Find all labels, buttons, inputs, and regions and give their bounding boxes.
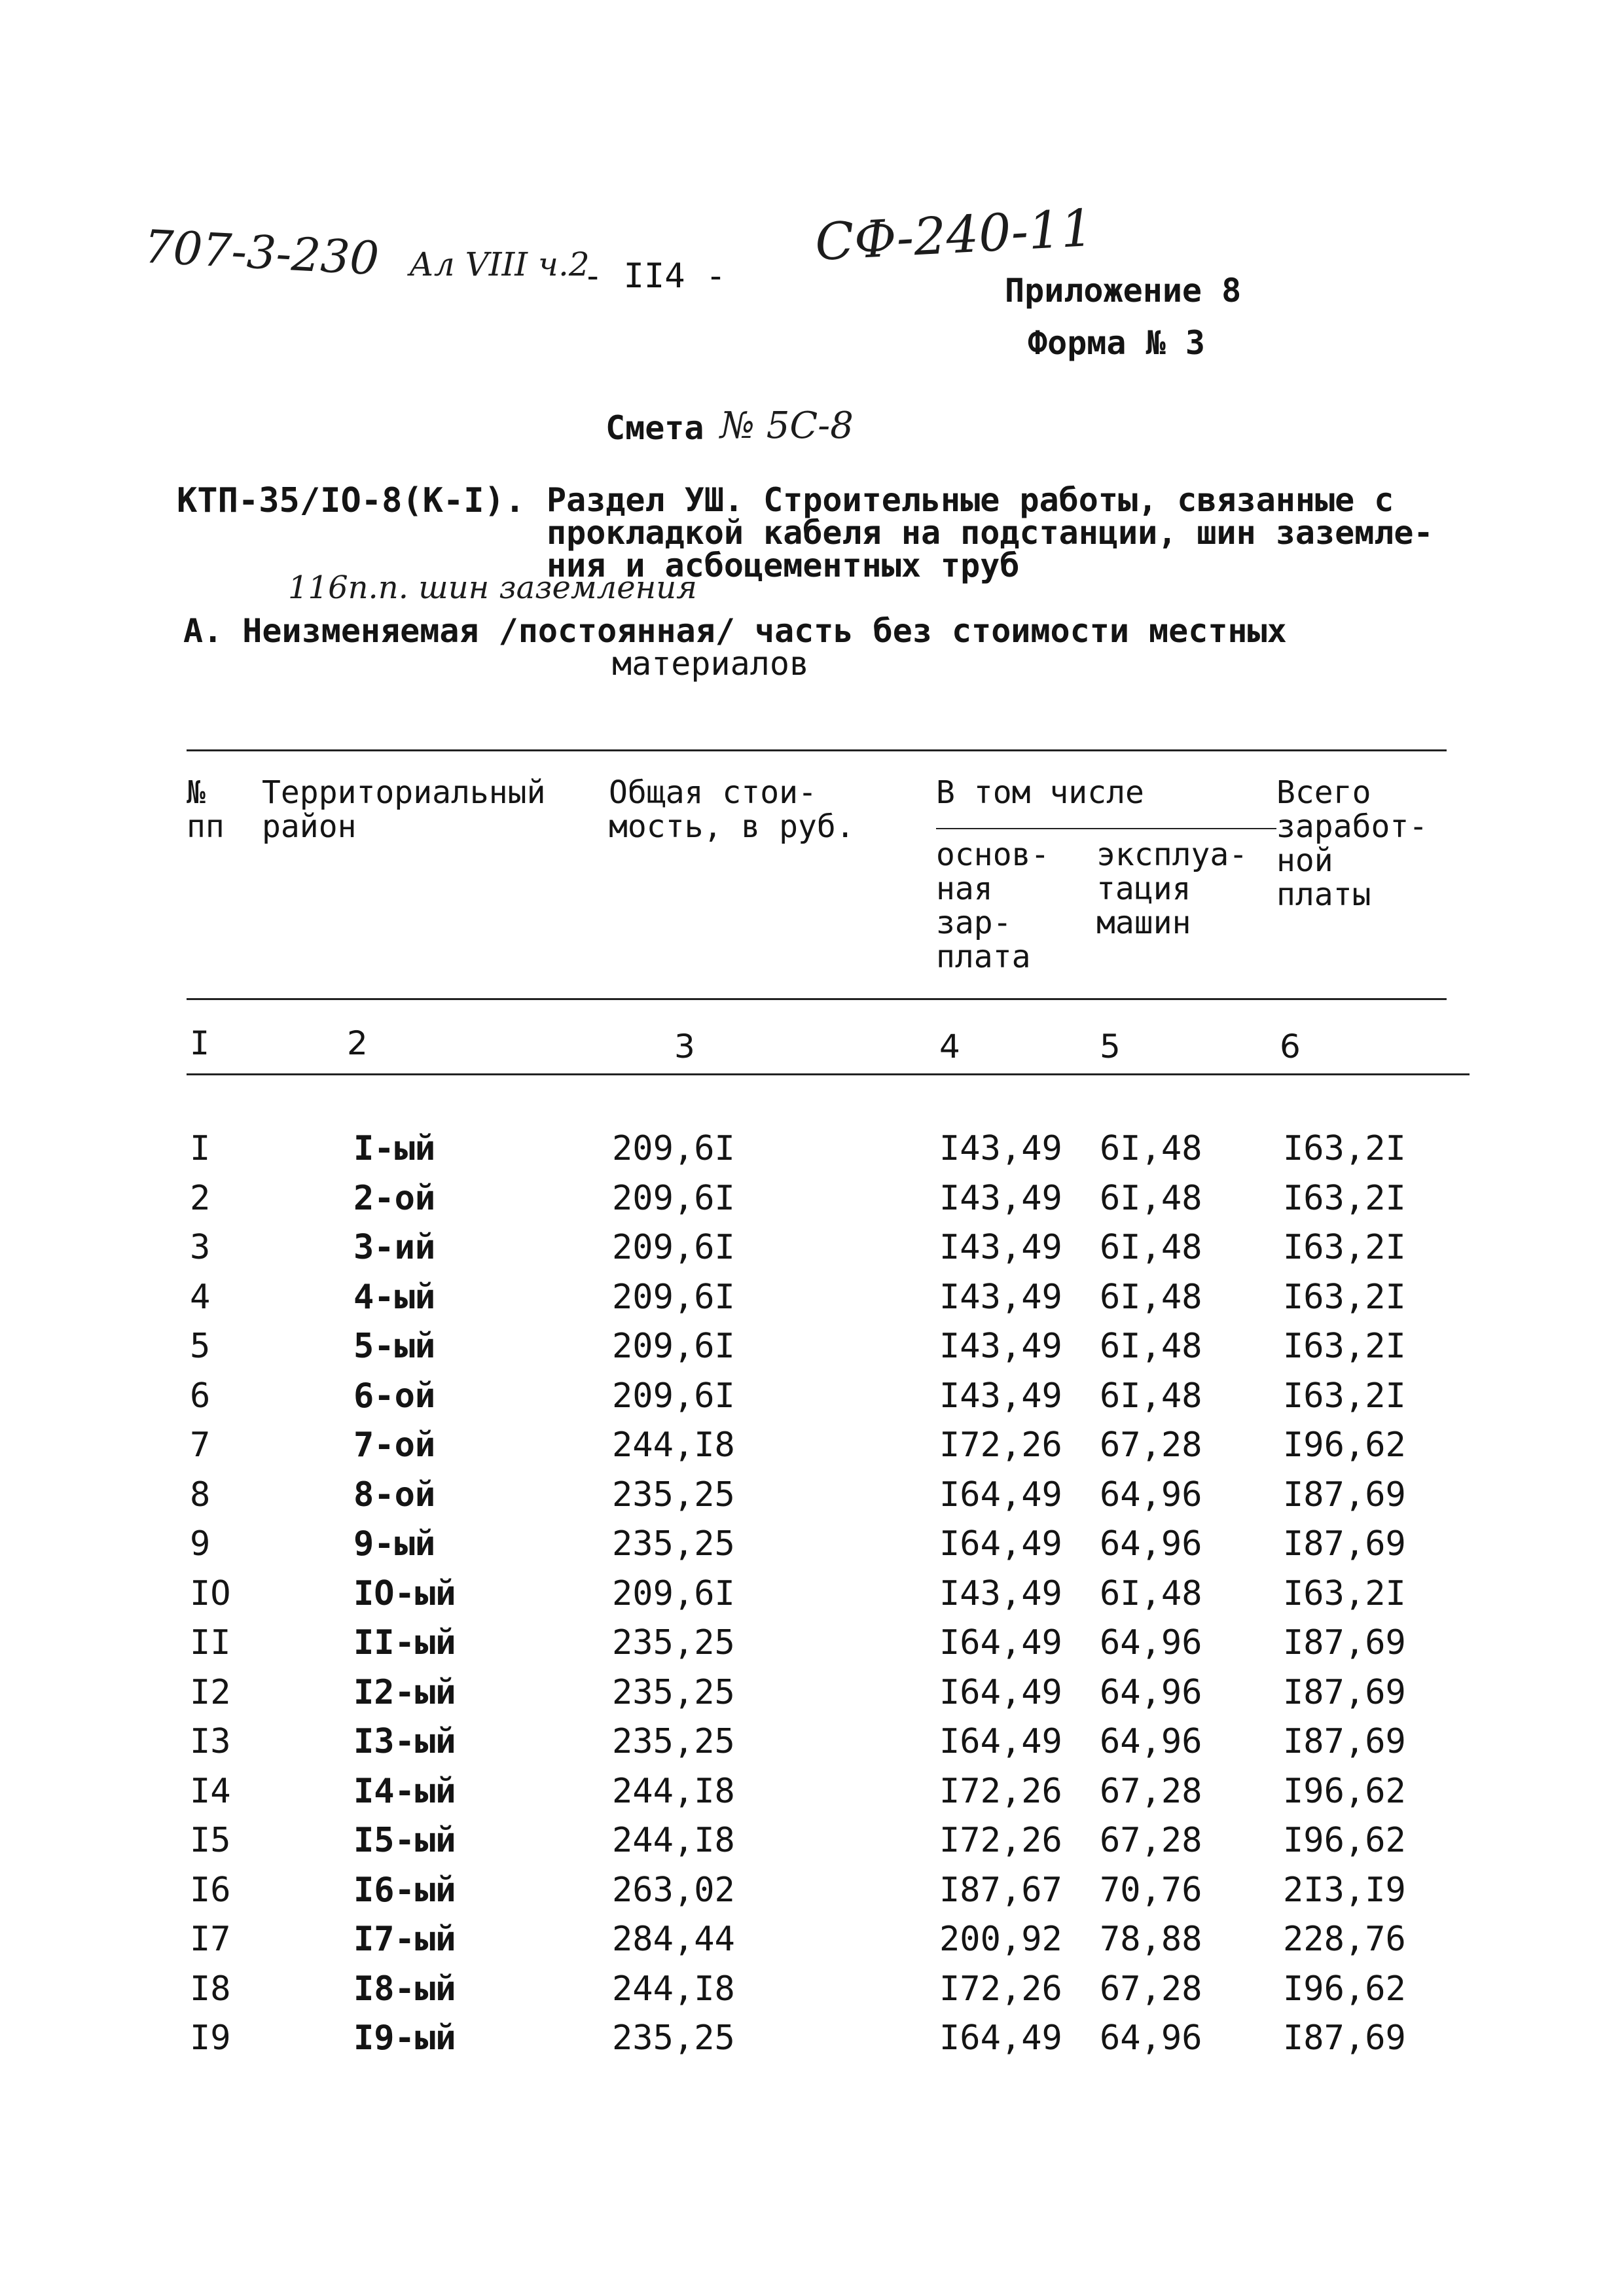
cell-region: 5-ый [353,1327,436,1366]
cell-total-cost: 244,I8 [612,1772,735,1811]
col-header-total-cost: Общая стои- мость, в руб. [609,774,855,845]
column-number: 3 [674,1028,695,1066]
cell-row-number: I [190,1129,211,1168]
cell-region: I9-ый [353,2018,456,2058]
cell-base-salary: I43,49 [939,1278,1062,1317]
cell-row-number: 4 [190,1278,211,1317]
cell-total-salary: I63,2I [1283,1376,1406,1416]
col-header-machine-operation: эксплуа- тация машин [1096,836,1248,941]
cell-total-salary: I87,69 [1283,2018,1406,2058]
col-header-number: № пп [187,774,225,845]
cell-total-salary: I96,62 [1283,1426,1406,1465]
cell-region: I2-ый [353,1673,456,1712]
cell-region: IO-ый [353,1574,456,1613]
cell-total-salary: 2I3,I9 [1283,1871,1406,1910]
cell-row-number: I2 [190,1673,231,1712]
cell-total-cost: 284,44 [612,1920,735,1959]
cell-machine-operation: 64,96 [1100,1524,1202,1564]
cell-total-cost: 209,6I [612,1129,735,1168]
cell-row-number: 6 [190,1376,211,1416]
cell-total-salary: I63,2I [1283,1129,1406,1168]
group-divider-rule [936,828,1276,829]
cell-row-number: 8 [190,1475,211,1515]
cell-base-salary: 200,92 [939,1920,1062,1959]
table-row [0,1722,1624,1768]
cell-total-cost: 235,25 [612,2018,735,2058]
cell-total-cost: 235,25 [612,1475,735,1515]
table-top-rule [187,749,1447,751]
cell-total-salary: I87,69 [1283,1475,1406,1515]
cell-machine-operation: 78,88 [1100,1920,1202,1959]
cell-total-cost: 209,6I [612,1574,735,1613]
project-code: КТП-35/IO-8(К-I). [177,481,526,520]
cell-base-salary: I64,49 [939,1524,1062,1564]
part-a-line-2: материалов [612,645,810,683]
cell-machine-operation: 64,96 [1100,1623,1202,1662]
cell-total-salary: I87,69 [1283,1722,1406,1761]
cell-total-cost: 235,25 [612,1623,735,1662]
cell-machine-operation: 70,76 [1100,1871,1202,1910]
cell-row-number: I4 [190,1772,231,1811]
cell-base-salary: I72,26 [939,1969,1062,2009]
cell-machine-operation: 6I,48 [1100,1179,1202,1218]
table-row [0,1772,1624,1818]
cell-total-cost: 263,02 [612,1871,735,1910]
cell-machine-operation: 6I,48 [1100,1278,1202,1317]
cell-region: I6-ый [353,1871,456,1910]
column-number: I [190,1024,210,1062]
cell-total-cost: 244,I8 [612,1821,735,1860]
header-bottom-rule [187,998,1447,1000]
handwritten-estimate-no: № 5С-8 [720,404,854,447]
cell-base-salary: I43,49 [939,1574,1062,1613]
cell-machine-operation: 67,28 [1100,1821,1202,1860]
cell-machine-operation: 6I,48 [1100,1129,1202,1168]
cell-base-salary: I43,49 [939,1179,1062,1218]
cell-total-cost: 244,I8 [612,1426,735,1465]
col-header-group: В том числе [936,774,1144,811]
cell-row-number: 9 [190,1524,211,1564]
cell-row-number: I3 [190,1722,231,1761]
table-row [0,1969,1624,2015]
cell-total-salary: I87,69 [1283,1623,1406,1662]
cell-region: I3-ый [353,1722,456,1761]
estimate-label: Смета [605,409,704,447]
handwritten-note: 116п.п. шин заземления [288,569,697,606]
cell-base-salary: I64,49 [939,1623,1062,1662]
cell-total-salary: I63,2I [1283,1179,1406,1218]
cell-region: 6-ой [353,1376,436,1416]
cell-machine-operation: 6I,48 [1100,1327,1202,1366]
handwritten-album: Ал VIII ч.2 [409,245,590,283]
cell-total-cost: 209,6I [612,1179,735,1218]
cell-region: 9-ый [353,1524,436,1564]
cell-machine-operation: 6I,48 [1100,1228,1202,1267]
cell-total-salary: I96,62 [1283,1772,1406,1811]
appendix-label: Приложение 8 [1005,272,1242,310]
cell-region: I5-ый [353,1821,456,1860]
table-row [0,1278,1624,1323]
cell-region: 7-ой [353,1426,436,1465]
cell-total-salary: I63,2I [1283,1278,1406,1317]
cell-machine-operation: 64,96 [1100,1722,1202,1761]
column-number: 5 [1100,1028,1121,1066]
cell-total-salary: I96,62 [1283,1821,1406,1860]
cell-base-salary: I43,49 [939,1327,1062,1366]
cell-machine-operation: 64,96 [1100,1475,1202,1515]
cell-base-salary: I64,49 [939,1475,1062,1515]
cell-region: I7-ый [353,1920,456,1959]
column-numbers-rule [187,1073,1470,1075]
cell-total-salary: I96,62 [1283,1969,1406,2009]
cell-total-cost: 235,25 [612,1524,735,1564]
cell-total-cost: 209,6I [612,1376,735,1416]
cell-region: I4-ый [353,1772,456,1811]
table-row [0,1920,1624,1965]
cell-total-cost: 235,25 [612,1673,735,1712]
column-number: 6 [1280,1028,1301,1066]
col-header-total-salary: Всего заработ- ной платы [1276,774,1428,913]
table-row [0,1524,1624,1570]
table-row [0,1426,1624,1471]
cell-total-salary: I87,69 [1283,1524,1406,1564]
cell-row-number: I7 [190,1920,231,1959]
cell-machine-operation: 6I,48 [1100,1574,1202,1613]
cell-row-number: 5 [190,1327,211,1366]
cell-base-salary: I64,49 [939,2018,1062,2058]
cell-row-number: 7 [190,1426,211,1465]
cell-row-number: II [190,1623,231,1662]
table-row [0,1821,1624,1867]
cell-region: I-ый [353,1129,436,1168]
cell-total-cost: 209,6I [612,1228,735,1267]
table-row [0,1623,1624,1669]
cell-region: 2-ой [353,1179,436,1218]
cell-region: 3-ий [353,1228,436,1267]
section-line-2: прокладкой кабеля на подстанции, шин заземле- [547,514,1434,552]
section-line-1: Раздел УШ. Строительные работы, связанные с [547,481,1394,519]
cell-total-salary: I63,2I [1283,1574,1406,1613]
col-header-region: Территориальный район [262,774,546,845]
cell-row-number: 2 [190,1179,211,1218]
cell-row-number: IO [190,1574,231,1613]
column-number: 2 [347,1024,368,1062]
part-a-line-1: А. Неизменяемая /постоянная/ часть без стоимости местных [183,612,1287,650]
cell-base-salary: I43,49 [939,1228,1062,1267]
cell-machine-operation: 6I,48 [1100,1376,1202,1416]
column-number: 4 [939,1028,960,1066]
cell-row-number: I5 [190,1821,231,1860]
handwritten-doc-code: 707-3-230 [143,219,380,286]
table-row [0,1327,1624,1372]
table-row [0,1673,1624,1719]
cell-base-salary: I64,49 [939,1673,1062,1712]
cell-row-number: I8 [190,1969,231,2009]
table-row [0,1228,1624,1274]
cell-region: II-ый [353,1623,456,1662]
table-row [0,1129,1624,1175]
cell-total-cost: 244,I8 [612,1969,735,2009]
cell-total-salary: I63,2I [1283,1228,1406,1267]
cell-machine-operation: 67,28 [1100,1426,1202,1465]
cell-region: 4-ый [353,1278,436,1317]
cell-base-salary: I72,26 [939,1772,1062,1811]
form-label: Форма № 3 [1028,324,1205,362]
cell-row-number: I6 [190,1871,231,1910]
cell-base-salary: I87,67 [939,1871,1062,1910]
cell-base-salary: I72,26 [939,1821,1062,1860]
table-row [0,1179,1624,1225]
table-row [0,1376,1624,1422]
cell-machine-operation: 64,96 [1100,2018,1202,2058]
cell-row-number: 3 [190,1228,211,1267]
cell-base-salary: I43,49 [939,1129,1062,1168]
cell-base-salary: I43,49 [939,1376,1062,1416]
cell-region: I8-ый [353,1969,456,2009]
cell-total-salary: I87,69 [1283,1673,1406,1712]
table-row [0,1871,1624,1916]
col-header-base-salary: основ- ная зар- плата [936,836,1050,975]
table-row [0,1475,1624,1521]
cell-base-salary: I72,26 [939,1426,1062,1465]
cell-total-cost: 209,6I [612,1278,735,1317]
cell-region: 8-ой [353,1475,436,1515]
handwritten-sheet-code: СФ-240-11 [813,198,1095,273]
cell-total-salary: I63,2I [1283,1327,1406,1366]
cell-total-cost: 209,6I [612,1327,735,1366]
section-line-3: ния и асбоцементных труб [547,547,1020,584]
page-number: - II4 - [583,257,727,296]
table-row [0,1574,1624,1620]
cell-base-salary: I64,49 [939,1722,1062,1761]
cell-machine-operation: 67,28 [1100,1772,1202,1811]
cell-row-number: I9 [190,2018,231,2058]
cell-machine-operation: 64,96 [1100,1673,1202,1712]
cell-machine-operation: 67,28 [1100,1969,1202,2009]
table-row [0,2018,1624,2064]
cell-total-cost: 235,25 [612,1722,735,1761]
cell-total-salary: 228,76 [1283,1920,1406,1959]
